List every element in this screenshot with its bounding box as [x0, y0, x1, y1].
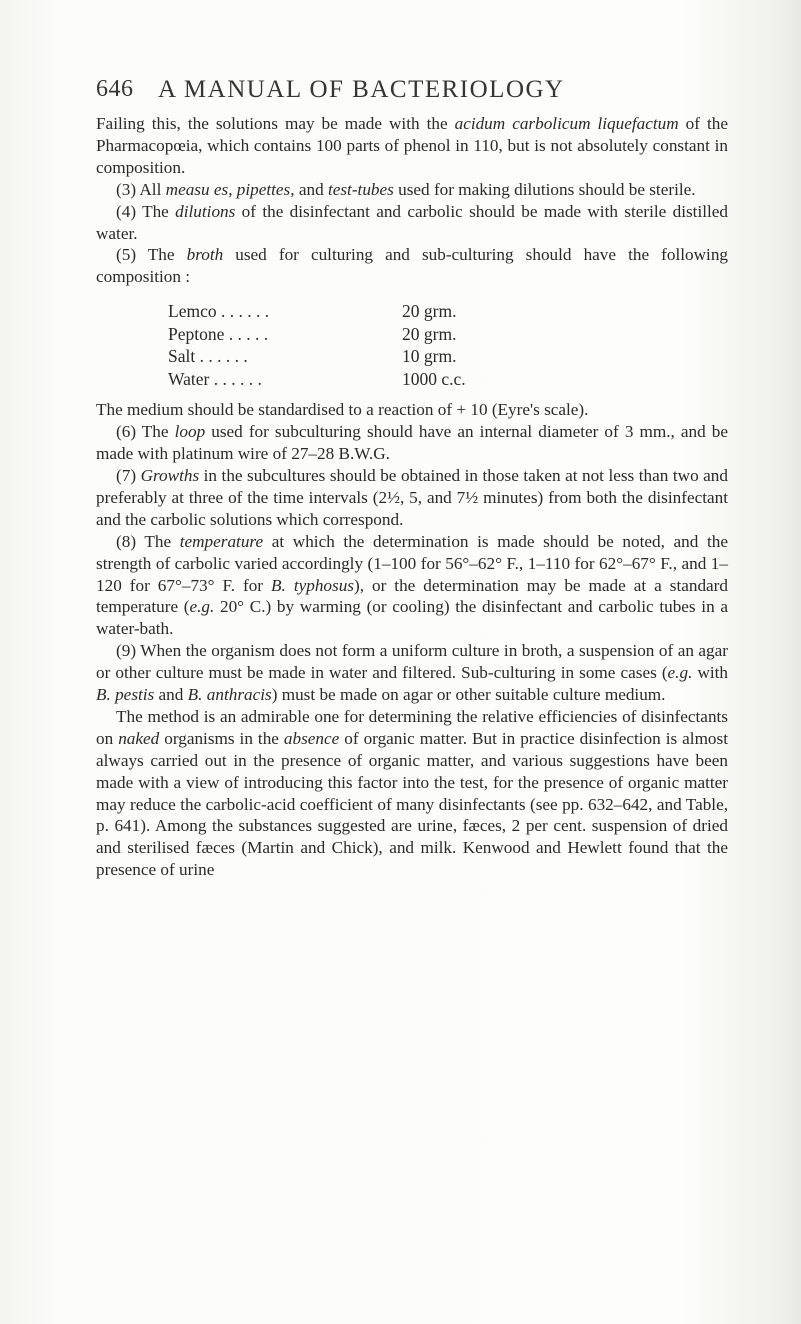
- text-run: used for making dilutions should be sterile.: [393, 179, 696, 199]
- text-run: of organic matter. But in practice disinfection is almost always carried out in the presence of organic matter, and various suggestions have been made with a view of introducing this factor into the test, for the presence of organic matter may reduce the carbolic-acid coefficient of many disinfectants (see pp. 632–642, and Table, p. 641). Among the substances suggested are urine, fæces, 2 per cent. suspension of dried and sterilised fæces (Martin and Chick), and milk. Kenwood and Hewlett found that the presence of urine: [96, 728, 728, 880]
- ingredient-cell: [168, 300, 396, 323]
- italic-term: Growths: [140, 465, 200, 485]
- dot-leader: . . . . .: [224, 323, 269, 344]
- ingredient-cell: [168, 345, 396, 368]
- amount-cell: 20 grm.: [402, 301, 457, 322]
- paragraph-medium-standardised: The medium should be standardised to a reaction of + 10 (Eyre's scale).: [96, 400, 589, 420]
- running-header: [96, 76, 565, 104]
- ingredient-name: Peptone: [168, 323, 225, 344]
- italic-term: broth: [186, 245, 224, 265]
- italic-term: B. pestis: [96, 685, 155, 705]
- italic-term: test-tubes: [327, 179, 394, 199]
- text-run: used for culturing and sub-culturing should have the following composition :: [96, 245, 729, 287]
- broth-composition-table: [168, 300, 728, 390]
- text-run: Failing this, the solutions may be made with the: [96, 114, 455, 133]
- ingredient-name: Lemco: [168, 301, 217, 322]
- text-run: ) must be made on agar or other suitable culture medium.: [271, 685, 666, 705]
- italic-term: loop: [174, 422, 206, 442]
- text-run: organisms in the: [159, 728, 284, 748]
- italic-term: B. anthracis: [187, 685, 272, 705]
- italic-term: temperature: [179, 531, 264, 551]
- text-run: (5) The: [116, 245, 187, 265]
- italic-term: e.g.: [189, 597, 215, 617]
- paragraph-7-growths: [96, 465, 728, 531]
- running-title: A MANUAL OF BACTERIOLOGY: [158, 76, 565, 103]
- text-run: (3) All: [116, 179, 166, 199]
- italic-term: e.g.: [667, 663, 693, 683]
- ingredient-cell: [168, 323, 396, 346]
- ingredient-name: Water: [168, 368, 210, 389]
- text-run: (4) The: [116, 201, 176, 221]
- text-run: 20° C.) by warming (or cooling) the disinfectant and carbolic tubes in a water-bath.: [96, 597, 728, 639]
- dot-leader: . . . . . .: [195, 346, 248, 367]
- paragraph-6-loop: [96, 421, 728, 465]
- paragraph-method-admirable: [96, 706, 728, 881]
- italic-term: acidum carbolicum liquefactum: [454, 114, 679, 133]
- paragraph-3-measures: [96, 179, 728, 201]
- text-run: (6) The: [116, 422, 175, 442]
- text-run: at which the determination is made should be noted, and the strength of carbolic varied accordingly (1–100 for 56°–62° F., 1–110 for 62°–67° F., and 1–120 for 67°–73° F. for: [96, 531, 729, 595]
- text-run: in the subcultures should be obtained in those taken at not less than two and preferably at three of the time intervals (2½, 5, and 7½ minutes) from both the disinfectant and the carbolic solutions which correspond.: [96, 465, 728, 529]
- text-run: and: [154, 685, 188, 705]
- text-run: of the Pharmacopœia, which contains 100 parts of phenol in 110, but is not absolutely constant in composition.: [96, 114, 728, 177]
- table-row: [168, 345, 728, 368]
- table-row: [168, 300, 728, 323]
- amount-cell: 1000 c.c.: [402, 368, 466, 389]
- text-run: and: [294, 179, 328, 199]
- text-run: (9) When the organism does not form a uniform culture in broth, a suspension of an agar or other culture must be made in water and filtered. Sub-culturing in some cases (: [96, 641, 728, 683]
- ingredient-name: Salt: [168, 346, 196, 367]
- dot-leader: . . . . . .: [209, 368, 262, 389]
- italic-term: measu es, pipettes,: [165, 179, 295, 199]
- paragraph-failing-this: [96, 113, 728, 179]
- text-run: The method is an admirable one for determining the relative efficiencies of disinfectants on: [96, 706, 728, 748]
- paragraph-8-temperature: [96, 531, 728, 641]
- text-run: (7): [116, 465, 141, 485]
- paragraph-9-organism: [96, 640, 728, 706]
- text-run: of the disinfectant and carbolic should be made with sterile distilled water.: [96, 201, 729, 243]
- text-run: with: [692, 663, 728, 683]
- italic-term: naked: [118, 728, 160, 748]
- table-row: [168, 323, 728, 346]
- page-number: 646: [96, 76, 134, 102]
- table-row: [168, 368, 728, 391]
- ingredient-cell: [168, 368, 396, 391]
- text-run: used for subculturing should have an internal diameter of 3 mm., and be made with platinum wire of 27–28 B.W.G.: [96, 422, 728, 464]
- text-run: ), or the determination may be made at a standard temperature (: [96, 575, 729, 617]
- amount-cell: 10 grm.: [402, 346, 457, 367]
- italic-term: absence: [283, 728, 340, 748]
- text-run: (8) The: [116, 531, 180, 551]
- paragraph-4-dilutions: [96, 201, 728, 245]
- page-body: [96, 113, 728, 881]
- paragraph-5-broth: [96, 244, 728, 288]
- italic-term: dilutions: [175, 201, 236, 221]
- dot-leader: . . . . . .: [216, 301, 270, 322]
- italic-term: B. typhosus: [271, 575, 354, 595]
- amount-cell: 20 grm.: [402, 323, 457, 344]
